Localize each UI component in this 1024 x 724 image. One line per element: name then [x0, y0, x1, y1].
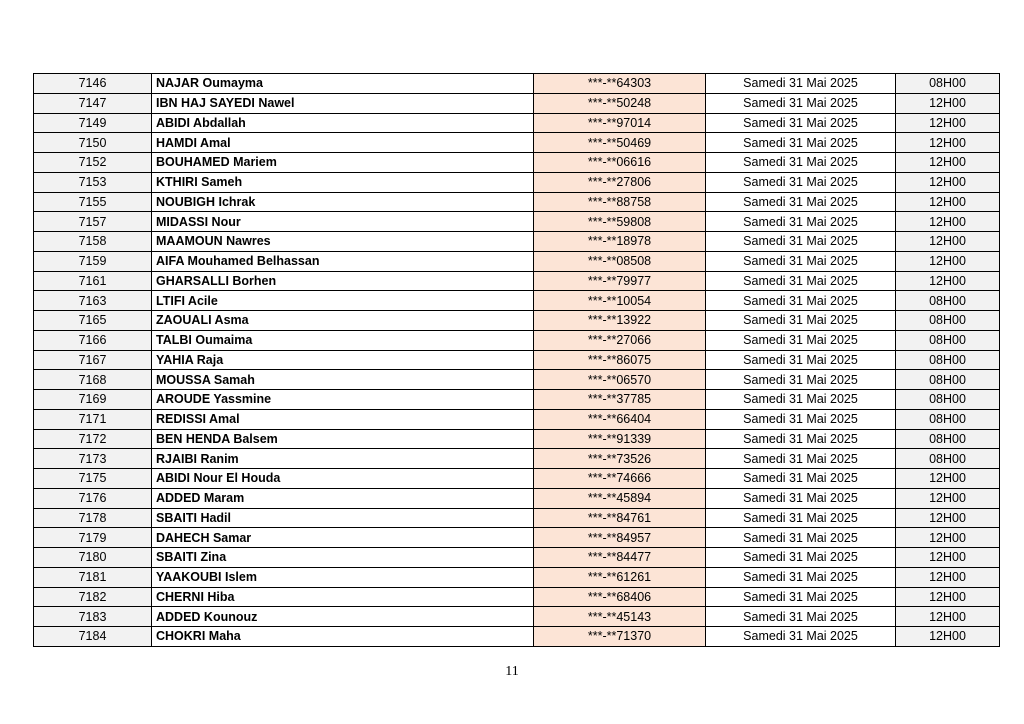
masked-id-cell: ***-**45143 — [534, 607, 706, 627]
candidate-number-cell: 7184 — [34, 627, 152, 647]
exam-date-cell: Samedi 31 Mai 2025 — [706, 449, 896, 469]
masked-id-cell: ***-**06570 — [534, 370, 706, 390]
candidate-name-cell: ZAOUALI Asma — [152, 311, 534, 331]
candidate-number-cell: 7180 — [34, 548, 152, 568]
page-number: 11 — [505, 664, 519, 679]
candidate-name-cell: GHARSALLI Borhen — [152, 271, 534, 291]
exam-date-cell: Samedi 31 Mai 2025 — [706, 232, 896, 252]
candidate-number-cell: 7159 — [34, 251, 152, 271]
candidate-name-cell: RJAIBI Ranim — [152, 449, 534, 469]
exam-time-cell: 12H00 — [896, 153, 1000, 173]
table-row — [34, 449, 1000, 469]
exam-time-cell: 08H00 — [896, 311, 1000, 331]
masked-id-cell: ***-**10054 — [534, 291, 706, 311]
candidate-number-cell: 7161 — [34, 271, 152, 291]
exam-time-cell: 12H00 — [896, 607, 1000, 627]
masked-id-cell: ***-**66404 — [534, 409, 706, 429]
table-row — [34, 627, 1000, 647]
candidate-name-cell: BEN HENDA Balsem — [152, 429, 534, 449]
candidate-number-cell: 7182 — [34, 587, 152, 607]
candidate-name-cell: MIDASSI Nour — [152, 212, 534, 232]
candidate-table — [33, 73, 1000, 647]
exam-date-cell: Samedi 31 Mai 2025 — [706, 251, 896, 271]
candidate-name-cell: DAHECH Samar — [152, 528, 534, 548]
exam-date-cell: Samedi 31 Mai 2025 — [706, 627, 896, 647]
exam-time-cell: 12H00 — [896, 528, 1000, 548]
exam-time-cell: 12H00 — [896, 251, 1000, 271]
exam-date-cell: Samedi 31 Mai 2025 — [706, 113, 896, 133]
candidate-number-cell: 7172 — [34, 429, 152, 449]
candidate-number-cell: 7175 — [34, 469, 152, 489]
candidate-number-cell: 7178 — [34, 508, 152, 528]
table-row — [34, 74, 1000, 94]
candidate-number-cell: 7171 — [34, 409, 152, 429]
exam-time-cell: 08H00 — [896, 429, 1000, 449]
exam-time-cell: 12H00 — [896, 271, 1000, 291]
exam-date-cell: Samedi 31 Mai 2025 — [706, 330, 896, 350]
masked-id-cell: ***-**27066 — [534, 330, 706, 350]
masked-id-cell: ***-**91339 — [534, 429, 706, 449]
document-page — [33, 73, 999, 647]
masked-id-cell: ***-**18978 — [534, 232, 706, 252]
candidate-number-cell: 7165 — [34, 311, 152, 331]
table-row — [34, 113, 1000, 133]
exam-date-cell: Samedi 31 Mai 2025 — [706, 528, 896, 548]
exam-date-cell: Samedi 31 Mai 2025 — [706, 311, 896, 331]
candidate-number-cell: 7181 — [34, 567, 152, 587]
table-row — [34, 93, 1000, 113]
exam-time-cell: 12H00 — [896, 508, 1000, 528]
candidate-number-cell: 7150 — [34, 133, 152, 153]
candidate-name-cell: SBAITI Hadil — [152, 508, 534, 528]
masked-id-cell: ***-**68406 — [534, 587, 706, 607]
table-row — [34, 350, 1000, 370]
masked-id-cell: ***-**86075 — [534, 350, 706, 370]
exam-date-cell: Samedi 31 Mai 2025 — [706, 350, 896, 370]
table-row — [34, 172, 1000, 192]
exam-date-cell: Samedi 31 Mai 2025 — [706, 370, 896, 390]
candidate-name-cell: NAJAR Oumayma — [152, 74, 534, 94]
table-row — [34, 153, 1000, 173]
exam-time-cell: 08H00 — [896, 74, 1000, 94]
table-row — [34, 330, 1000, 350]
exam-time-cell: 12H00 — [896, 212, 1000, 232]
exam-date-cell: Samedi 31 Mai 2025 — [706, 488, 896, 508]
exam-date-cell: Samedi 31 Mai 2025 — [706, 587, 896, 607]
candidate-number-cell: 7183 — [34, 607, 152, 627]
candidate-name-cell: LTIFI Acile — [152, 291, 534, 311]
masked-id-cell: ***-**61261 — [534, 567, 706, 587]
exam-time-cell: 12H00 — [896, 232, 1000, 252]
candidate-name-cell: ABIDI Nour El Houda — [152, 469, 534, 489]
candidate-table-body — [34, 74, 1000, 647]
candidate-name-cell: KTHIRI Sameh — [152, 172, 534, 192]
exam-date-cell: Samedi 31 Mai 2025 — [706, 469, 896, 489]
candidate-name-cell: CHOKRI Maha — [152, 627, 534, 647]
masked-id-cell: ***-**97014 — [534, 113, 706, 133]
masked-id-cell: ***-**50248 — [534, 93, 706, 113]
exam-date-cell: Samedi 31 Mai 2025 — [706, 93, 896, 113]
exam-time-cell: 12H00 — [896, 172, 1000, 192]
exam-time-cell: 12H00 — [896, 133, 1000, 153]
candidate-name-cell: CHERNI Hiba — [152, 587, 534, 607]
exam-date-cell: Samedi 31 Mai 2025 — [706, 409, 896, 429]
table-row — [34, 133, 1000, 153]
masked-id-cell: ***-**13922 — [534, 311, 706, 331]
exam-time-cell: 08H00 — [896, 330, 1000, 350]
table-row — [34, 232, 1000, 252]
masked-id-cell: ***-**08508 — [534, 251, 706, 271]
table-row — [34, 251, 1000, 271]
candidate-name-cell: YAAKOUBI Islem — [152, 567, 534, 587]
exam-time-cell: 12H00 — [896, 488, 1000, 508]
masked-id-cell: ***-**45894 — [534, 488, 706, 508]
masked-id-cell: ***-**84761 — [534, 508, 706, 528]
table-row — [34, 548, 1000, 568]
exam-time-cell: 12H00 — [896, 548, 1000, 568]
table-row — [34, 607, 1000, 627]
candidate-number-cell: 7158 — [34, 232, 152, 252]
exam-time-cell: 08H00 — [896, 370, 1000, 390]
masked-id-cell: ***-**84957 — [534, 528, 706, 548]
candidate-number-cell: 7167 — [34, 350, 152, 370]
exam-time-cell: 12H00 — [896, 627, 1000, 647]
masked-id-cell: ***-**71370 — [534, 627, 706, 647]
candidate-number-cell: 7149 — [34, 113, 152, 133]
exam-date-cell: Samedi 31 Mai 2025 — [706, 133, 896, 153]
table-row — [34, 528, 1000, 548]
candidate-number-cell: 7163 — [34, 291, 152, 311]
candidate-name-cell: TALBI Oumaima — [152, 330, 534, 350]
masked-id-cell: ***-**59808 — [534, 212, 706, 232]
table-row — [34, 271, 1000, 291]
exam-time-cell: 12H00 — [896, 192, 1000, 212]
table-row — [34, 291, 1000, 311]
candidate-name-cell: IBN HAJ SAYEDI Nawel — [152, 93, 534, 113]
table-row — [34, 311, 1000, 331]
masked-id-cell: ***-**73526 — [534, 449, 706, 469]
masked-id-cell: ***-**74666 — [534, 469, 706, 489]
exam-date-cell: Samedi 31 Mai 2025 — [706, 508, 896, 528]
exam-time-cell: 08H00 — [896, 390, 1000, 410]
masked-id-cell: ***-**37785 — [534, 390, 706, 410]
exam-time-cell: 12H00 — [896, 469, 1000, 489]
table-row — [34, 567, 1000, 587]
exam-date-cell: Samedi 31 Mai 2025 — [706, 607, 896, 627]
masked-id-cell: ***-**79977 — [534, 271, 706, 291]
exam-time-cell: 12H00 — [896, 93, 1000, 113]
exam-date-cell: Samedi 31 Mai 2025 — [706, 429, 896, 449]
exam-time-cell: 08H00 — [896, 291, 1000, 311]
candidate-number-cell: 7169 — [34, 390, 152, 410]
table-row — [34, 370, 1000, 390]
candidate-name-cell: REDISSI Amal — [152, 409, 534, 429]
table-row — [34, 212, 1000, 232]
table-row — [34, 429, 1000, 449]
masked-id-cell: ***-**06616 — [534, 153, 706, 173]
candidate-name-cell: AIFA Mouhamed Belhassan — [152, 251, 534, 271]
exam-time-cell: 12H00 — [896, 567, 1000, 587]
masked-id-cell: ***-**64303 — [534, 74, 706, 94]
masked-id-cell: ***-**27806 — [534, 172, 706, 192]
masked-id-cell: ***-**84477 — [534, 548, 706, 568]
exam-date-cell: Samedi 31 Mai 2025 — [706, 153, 896, 173]
candidate-name-cell: MAAMOUN Nawres — [152, 232, 534, 252]
exam-time-cell: 12H00 — [896, 587, 1000, 607]
exam-time-cell: 08H00 — [896, 350, 1000, 370]
candidate-name-cell: NOUBIGH Ichrak — [152, 192, 534, 212]
candidate-number-cell: 7146 — [34, 74, 152, 94]
table-row — [34, 488, 1000, 508]
candidate-number-cell: 7179 — [34, 528, 152, 548]
table-row — [34, 469, 1000, 489]
candidate-number-cell: 7152 — [34, 153, 152, 173]
masked-id-cell: ***-**50469 — [534, 133, 706, 153]
candidate-name-cell: MOUSSA Samah — [152, 370, 534, 390]
candidate-number-cell: 7176 — [34, 488, 152, 508]
exam-date-cell: Samedi 31 Mai 2025 — [706, 291, 896, 311]
exam-date-cell: Samedi 31 Mai 2025 — [706, 212, 896, 232]
exam-time-cell: 12H00 — [896, 113, 1000, 133]
table-row — [34, 587, 1000, 607]
exam-date-cell: Samedi 31 Mai 2025 — [706, 192, 896, 212]
candidate-number-cell: 7147 — [34, 93, 152, 113]
candidate-number-cell: 7173 — [34, 449, 152, 469]
candidate-name-cell: HAMDI Amal — [152, 133, 534, 153]
exam-date-cell: Samedi 31 Mai 2025 — [706, 390, 896, 410]
exam-date-cell: Samedi 31 Mai 2025 — [706, 567, 896, 587]
table-row — [34, 390, 1000, 410]
candidate-number-cell: 7166 — [34, 330, 152, 350]
candidate-number-cell: 7155 — [34, 192, 152, 212]
exam-date-cell: Samedi 31 Mai 2025 — [706, 271, 896, 291]
table-row — [34, 192, 1000, 212]
candidate-name-cell: ADDED Maram — [152, 488, 534, 508]
exam-date-cell: Samedi 31 Mai 2025 — [706, 548, 896, 568]
candidate-name-cell: ADDED Kounouz — [152, 607, 534, 627]
exam-time-cell: 08H00 — [896, 409, 1000, 429]
masked-id-cell: ***-**88758 — [534, 192, 706, 212]
table-row — [34, 409, 1000, 429]
candidate-name-cell: AROUDE Yassmine — [152, 390, 534, 410]
candidate-name-cell: SBAITI Zina — [152, 548, 534, 568]
exam-date-cell: Samedi 31 Mai 2025 — [706, 74, 896, 94]
table-row — [34, 508, 1000, 528]
candidate-name-cell: ABIDI Abdallah — [152, 113, 534, 133]
candidate-number-cell: 7153 — [34, 172, 152, 192]
candidate-name-cell: YAHIA Raja — [152, 350, 534, 370]
exam-time-cell: 08H00 — [896, 449, 1000, 469]
exam-date-cell: Samedi 31 Mai 2025 — [706, 172, 896, 192]
candidate-number-cell: 7168 — [34, 370, 152, 390]
candidate-name-cell: BOUHAMED Mariem — [152, 153, 534, 173]
candidate-number-cell: 7157 — [34, 212, 152, 232]
